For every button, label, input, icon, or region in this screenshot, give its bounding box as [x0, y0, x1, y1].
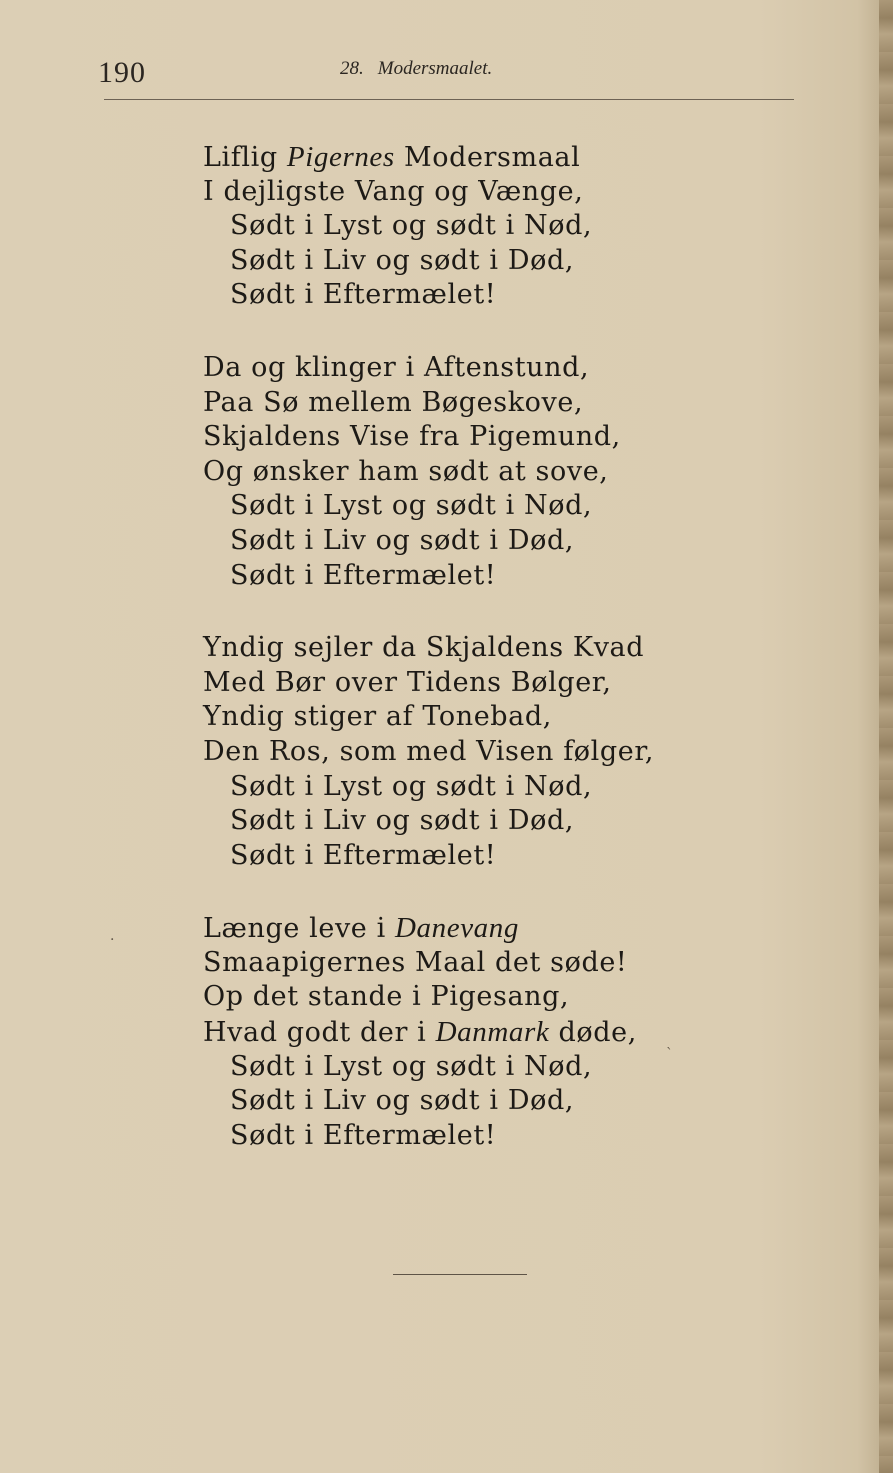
refrain-line [203, 559, 823, 594]
line-text: Og ønsker ham sødt at sove, [203, 455, 609, 487]
line-text: Sødt i Lyst og sødt i Nød, [230, 210, 593, 242]
end-rule [393, 1274, 527, 1275]
stanza [203, 631, 823, 873]
header-rule [104, 99, 794, 100]
line-text: Sødt i Liv og sødt i Død, [230, 244, 575, 276]
line-text: Sødt i Lyst og sødt i Nød, [230, 490, 593, 522]
line-text: Op det stande i Pigesang, [203, 981, 570, 1013]
line-text: Yndig sejler da Skjaldens Kvad [203, 632, 645, 664]
verse-line [203, 386, 823, 421]
verse-line [203, 911, 823, 946]
page-edge [879, 0, 893, 1473]
refrain-line [203, 1119, 823, 1154]
line-text: Skjaldens Vise fra Pigemund, [203, 421, 621, 453]
line-text: Sødt i Lyst og sødt i Nød, [230, 1050, 593, 1082]
refrain-line [203, 1084, 823, 1119]
margin-mark: ` [666, 1046, 673, 1062]
refrain-line [203, 209, 823, 244]
margin-dot: · [110, 932, 115, 948]
stanza [203, 351, 823, 593]
line-text-tail: Modersmaal [394, 142, 581, 173]
line-text: Længe leve i [203, 913, 395, 945]
refrain-line [203, 804, 823, 839]
line-text: Yndig stiger af Tonebad, [203, 701, 552, 733]
line-text: Med Bør over Tidens Bølger, [203, 666, 612, 698]
line-text: I dejligste Vang og Vænge, [203, 175, 584, 207]
chapter-number: 28. [340, 58, 364, 79]
line-text: Sødt i Liv og sødt i Død, [230, 805, 575, 837]
verse-line [203, 455, 823, 490]
stanza [203, 911, 823, 1153]
chapter-title: Modersmaalet. [377, 58, 493, 79]
line-text: Paa Sø mellem Bøgeskove, [203, 386, 584, 418]
italic-place-name: Danmark [435, 1016, 550, 1049]
italic-place-name: Danevang [395, 912, 519, 945]
refrain-line [203, 278, 823, 313]
refrain-line [203, 1050, 823, 1085]
refrain-line [203, 244, 823, 279]
verse-line [203, 351, 823, 386]
refrain-line [203, 489, 823, 524]
line-text: Sødt i Eftermælet! [230, 839, 497, 871]
line-text: Sødt i Eftermælet! [230, 1119, 497, 1151]
verse-line [203, 140, 823, 175]
verse-line [203, 175, 823, 210]
line-text: Den Ros, som med Visen følger, [203, 735, 655, 767]
verse-line [203, 1015, 823, 1050]
refrain-line [203, 524, 823, 559]
line-text: Sødt i Liv og sødt i Død, [230, 1085, 575, 1117]
line-text: Sødt i Lyst og sødt i Nød, [230, 770, 593, 802]
line-text: Smaapigernes Maal det søde! [203, 946, 628, 978]
verse-line [203, 735, 823, 770]
verse-line [203, 420, 823, 455]
verse-line [203, 946, 823, 981]
line-text: Hvad godt der i [203, 1017, 436, 1049]
verse-line [203, 980, 823, 1015]
verse-line [203, 631, 823, 666]
refrain-line [203, 770, 823, 805]
line-text: Sødt i Eftermælet! [230, 279, 497, 311]
poem [203, 140, 823, 1191]
line-text: Sødt i Liv og sødt i Død, [230, 524, 575, 556]
verse-line [203, 666, 823, 701]
refrain-line [203, 839, 823, 874]
page-number: 190 [98, 56, 146, 89]
line-text: Da og klinger i Aftenstund, [203, 351, 590, 383]
line-text: Liflig [203, 142, 287, 173]
stanza [203, 140, 823, 313]
line-text: Sødt i Eftermælet! [230, 559, 497, 591]
italic-place-name: Pigernes [286, 141, 395, 173]
verse-line [203, 700, 823, 735]
line-text-tail: døde, [549, 1017, 637, 1049]
running-head [340, 58, 492, 80]
